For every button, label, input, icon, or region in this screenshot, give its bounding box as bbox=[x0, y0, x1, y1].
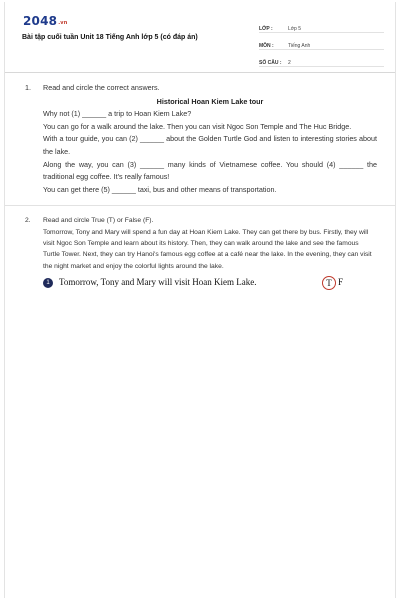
passage-line: You can get there (5) ______ taxi, bus and other means of transportation. bbox=[43, 184, 277, 194]
question-divider bbox=[5, 205, 395, 206]
question-1 bbox=[5, 82, 395, 196]
passage-text: Tomorrow, Tony and Mary will spend a fun day at Hoan Kiem Lake. They can get there by bus. Firstly, they will visit Ngoc Son Temple and learn about its history. Then, they can walk around the lake and see the famous Turtle Tower. Next, they can try Hanoi's famous egg coffee at a café near the lake. In the evening, they can visit the night market and enjoy the colorful lights around the lake. bbox=[43, 228, 372, 270]
question-number: 2. bbox=[25, 217, 31, 225]
meta-row-count bbox=[259, 50, 384, 67]
question-instruction: Read and circle True (T) or False (F). bbox=[43, 217, 154, 225]
meta-label: SỐ CÂU : bbox=[259, 60, 282, 66]
passage-line: You can go for a walk around the lake. Then you can visit Ngoc Son Temple and The Huc Bridge. bbox=[43, 121, 352, 131]
document-title: Bài tập cuối tuần Unit 18 Tiếng Anh lớp 5 (có đáp án) bbox=[22, 34, 198, 41]
meta-row-class bbox=[259, 16, 384, 33]
meta-value: 2 bbox=[288, 60, 291, 66]
worksheet-content bbox=[5, 82, 395, 290]
true-false-options bbox=[322, 276, 343, 290]
true-false-item bbox=[43, 276, 377, 290]
logo-main: 2048 bbox=[23, 14, 58, 28]
site-logo[interactable] bbox=[23, 14, 68, 28]
meta-value: Tiếng Anh bbox=[288, 43, 311, 49]
item-number-badge: 1 bbox=[43, 278, 53, 288]
question-instruction: Read and circle the correct answers. bbox=[43, 83, 160, 92]
item-statement: Tomorrow, Tony and Mary will visit Hoan Kiem Lake. bbox=[59, 277, 257, 288]
question-2 bbox=[5, 215, 395, 289]
passage-title: Historical Hoan Kiem Lake tour bbox=[156, 96, 264, 106]
passage-line: With a tour guide, you can (2) ______ about the Golden Turtle God and listen to interesting stories about the lake. bbox=[43, 134, 377, 156]
meta-label: LỚP : bbox=[259, 26, 273, 32]
meta-value: Lớp 5 bbox=[288, 26, 302, 32]
passage-line: Why not (1) ______ a trip to Hoan Kiem Lake? bbox=[43, 109, 192, 119]
question-number: 1. bbox=[25, 83, 31, 92]
worksheet-page bbox=[4, 2, 396, 598]
option-false[interactable]: F bbox=[337, 277, 343, 288]
logo-sub: .vn bbox=[58, 20, 68, 26]
meta-row-subject bbox=[259, 33, 384, 50]
meta-label: MÔN : bbox=[259, 43, 274, 49]
option-true[interactable]: T bbox=[322, 276, 336, 290]
worksheet-header bbox=[5, 2, 395, 73]
passage-line: Along the way, you can (3) ______ many kinds of Vietnamese coffee. You should (4) ______ the traditional egg coffee. It's really famous! bbox=[43, 159, 377, 182]
meta-info bbox=[259, 16, 384, 67]
